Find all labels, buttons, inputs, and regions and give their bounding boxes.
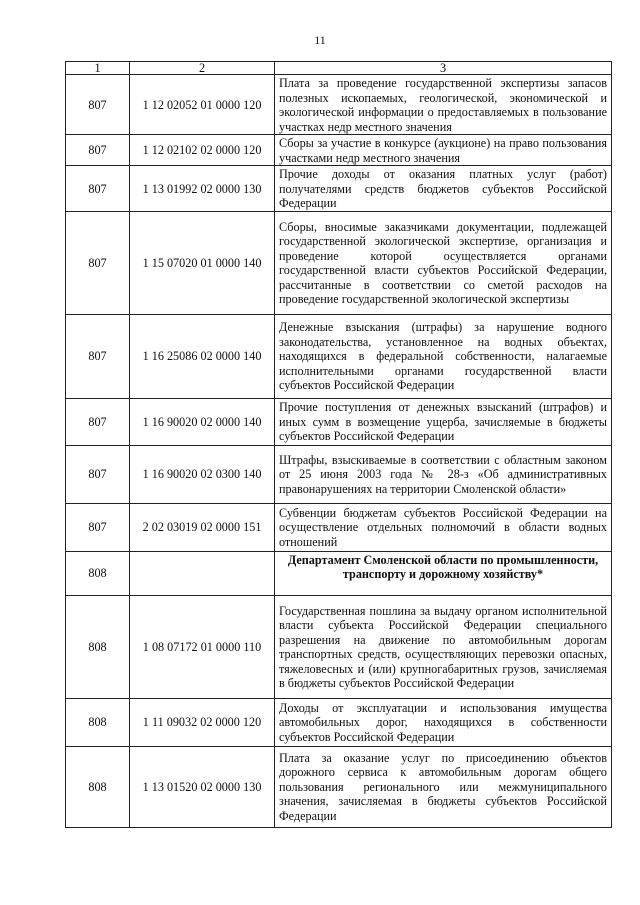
column-header-1: 1 bbox=[66, 62, 130, 75]
table-row bbox=[66, 75, 612, 135]
budget-code-cell bbox=[130, 551, 275, 595]
revenue-description-cell: Прочие доходы от оказания платных услуг (работ) получателями средств бюджетов субъектов Российской Федерации bbox=[275, 166, 612, 212]
budget-code-cell: 1 13 01520 02 0000 130 bbox=[130, 746, 275, 827]
admin-code-cell: 807 bbox=[66, 166, 130, 212]
revenue-description-cell: Плата за оказание услуг по присоединению объектов дорожного сервиса к автомобильным дорогам общего пользования регионального или межмуниципального значения, зачисляемая в бюджеты субъектов Российской Федерации bbox=[275, 746, 612, 827]
page-number: 11 bbox=[314, 33, 326, 47]
revenue-description-cell: Плата за проведение государственной экспертизы запасов полезных ископаемых, геологической, экономической и экологической информации о предоставляемых в пользование участках недр местного значения bbox=[275, 75, 612, 135]
revenue-description-cell: Субвенции бюджетам субъектов Российской Федерации на осуществление отдельных полномочий в области водных отношений bbox=[275, 503, 612, 551]
admin-code-cell: 807 bbox=[66, 75, 130, 135]
table-row bbox=[66, 698, 612, 746]
budget-code-cell: 1 13 01992 02 0000 130 bbox=[130, 166, 275, 212]
column-header-2: 2 bbox=[130, 62, 275, 75]
admin-code-cell: 808 bbox=[66, 698, 130, 746]
table-row bbox=[66, 314, 612, 398]
table-row bbox=[66, 551, 612, 595]
admin-code-cell: 808 bbox=[66, 595, 130, 698]
table-row bbox=[66, 445, 612, 503]
budget-code-cell: 1 16 90020 02 0300 140 bbox=[130, 445, 275, 503]
table-row bbox=[66, 503, 612, 551]
table-row bbox=[66, 135, 612, 166]
department-heading-cell: Департамент Смоленской области по промышленности, транспорту и дорожному хозяйству* bbox=[275, 551, 612, 595]
revenue-codes-table bbox=[65, 61, 612, 828]
budget-code-cell: 1 16 90020 02 0000 140 bbox=[130, 398, 275, 445]
admin-code-cell: 808 bbox=[66, 551, 130, 595]
table-header-row bbox=[66, 62, 612, 75]
budget-code-cell: 2 02 03019 02 0000 151 bbox=[130, 503, 275, 551]
table-row bbox=[66, 746, 612, 827]
revenue-description-cell: Денежные взыскания (штрафы) за нарушение водного законодательства, установленное на водных объектах, находящихся в федеральной собственности, налагаемые исполнительными органами государственной власти субъектов Российской Федерации bbox=[275, 314, 612, 398]
admin-code-cell: 807 bbox=[66, 211, 130, 314]
table-row bbox=[66, 398, 612, 445]
admin-code-cell: 807 bbox=[66, 445, 130, 503]
budget-code-cell: 1 11 09032 02 0000 120 bbox=[130, 698, 275, 746]
table-row bbox=[66, 166, 612, 212]
column-header-3: 3 bbox=[275, 62, 612, 75]
budget-code-cell: 1 08 07172 01 0000 110 bbox=[130, 595, 275, 698]
budget-code-cell: 1 12 02102 02 0000 120 bbox=[130, 135, 275, 166]
revenue-description-cell: Доходы от эксплуатации и использования имущества автомобильных дорог, находящихся в собственности субъектов Российской Федерации bbox=[275, 698, 612, 746]
budget-code-cell: 1 12 02052 01 0000 120 bbox=[130, 75, 275, 135]
admin-code-cell: 807 bbox=[66, 503, 130, 551]
admin-code-cell: 807 bbox=[66, 314, 130, 398]
budget-code-cell: 1 15 07020 01 0000 140 bbox=[130, 211, 275, 314]
admin-code-cell: 807 bbox=[66, 398, 130, 445]
revenue-description-cell: Сборы, вносимые заказчиками документации, подлежащей государственной экологической экспертизе, организация и проведение которой осуществляется органами государственной власти субъектов Российской Федерации, рассчитанные в соответствии со сметой расходов на проведение государственной экологической экспертизы bbox=[275, 211, 612, 314]
revenue-description-cell: Государственная пошлина за выдачу органом исполнительной власти субъекта Российской Федерации специального разрешения на движение по автомобильным дорогам транспортных средств, осуществляющих перевозки опасных, тяжеловесных и (или) крупногабаритных грузов, зачисляемая в бюджеты субъектов Российской Федерации bbox=[275, 595, 612, 698]
admin-code-cell: 807 bbox=[66, 135, 130, 166]
revenue-description-cell: Штрафы, взыскиваемые в соответствии с областным законом от 25 июня 2003 года № 28-з «Об административных правонарушениях на территории Смоленской области» bbox=[275, 445, 612, 503]
table-row bbox=[66, 595, 612, 698]
budget-code-cell: 1 16 25086 02 0000 140 bbox=[130, 314, 275, 398]
revenue-description-cell: Прочие поступления от денежных взысканий (штрафов) и иных сумм в возмещение ущерба, зачисляемые в бюджеты субъектов Российской Федерации bbox=[275, 398, 612, 445]
table-row bbox=[66, 211, 612, 314]
admin-code-cell: 808 bbox=[66, 746, 130, 827]
revenue-description-cell: Сборы за участие в конкурсе (аукционе) на право пользования участками недр местного значения bbox=[275, 135, 612, 166]
